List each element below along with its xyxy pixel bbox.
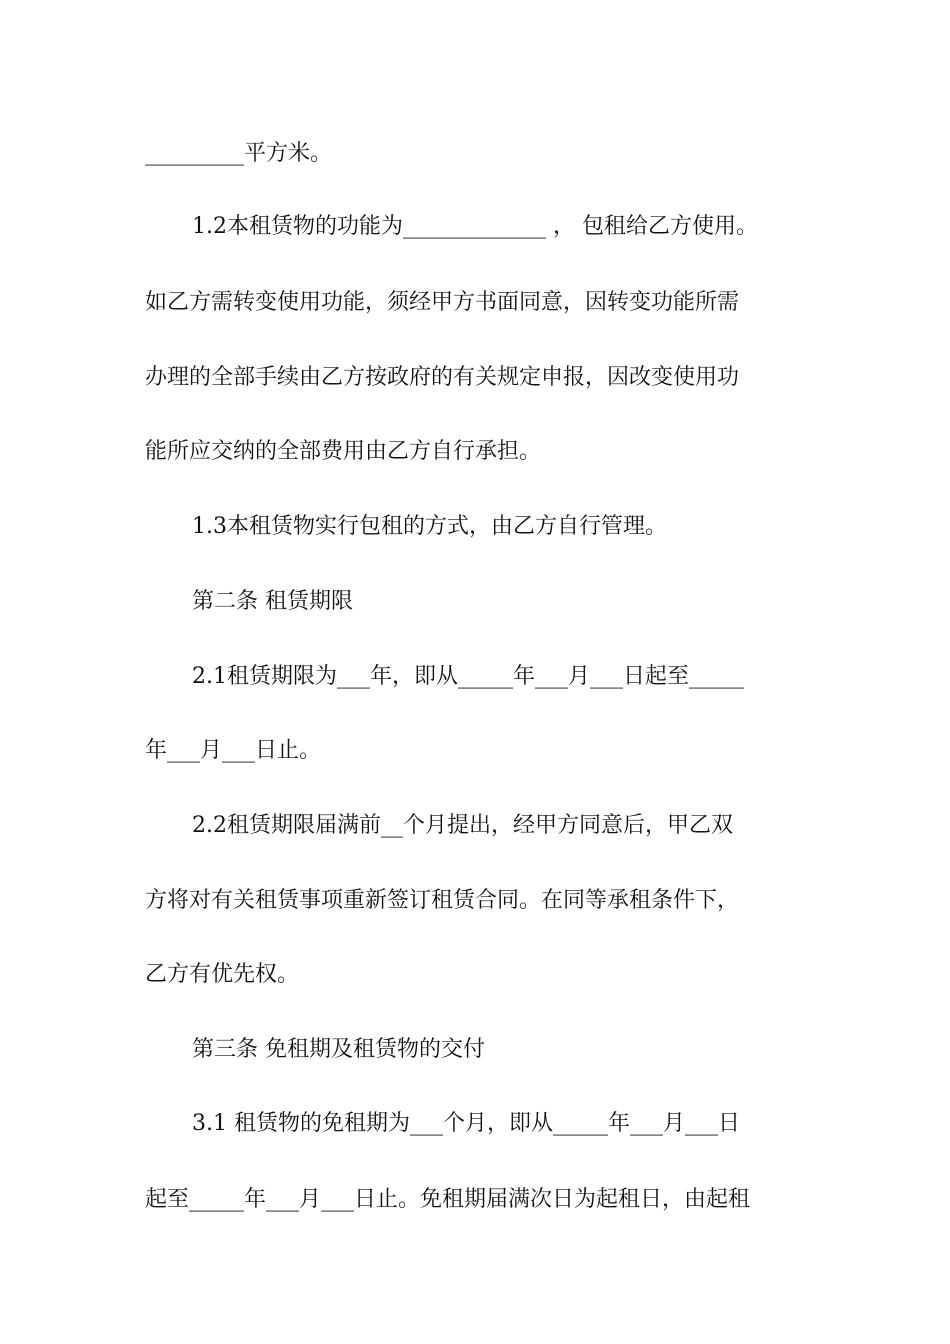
clause-1-3: 1.3本租赁物实行包租的方式，由乙方自行管理。 xyxy=(192,514,667,539)
clause-1-2-line-1: 1.2本租赁物的功能为_____________ ， 包租给乙方使用。 xyxy=(192,214,758,239)
clause-1-2-line-3: 办理的全部手续由乙方按政府的有关规定申报，因改变使用功 xyxy=(145,365,740,390)
article-3-heading: 第三条 免租期及租赁物的交付 xyxy=(192,1037,485,1062)
clause-1-2-line-2: 如乙方需转变使用功能，须经甲方书面同意，因转变功能所需 xyxy=(145,290,740,315)
clause-1-2-line-4: 能所应交纳的全部费用由乙方自行承担。 xyxy=(145,439,542,464)
clause-2-2-line-3: 乙方有优先权。 xyxy=(145,962,300,987)
clause-3-1-line-2: 起至_____年___月___日止。免租期届满次日为起租日，由起租 xyxy=(145,1187,751,1212)
text-line-area-unit: _________平方米。 xyxy=(145,141,333,166)
clause-2-1-line-1: 2.1租赁期限为___年，即从_____年___月___日起至_____ xyxy=(192,664,744,689)
clause-2-2-line-2: 方将对有关租赁事项重新签订租赁合同。在同等承租条件下， xyxy=(145,888,740,913)
clause-2-1-line-2: 年___月___日止。 xyxy=(145,738,322,763)
article-2-heading: 第二条 租赁期限 xyxy=(192,589,353,614)
clause-2-2-line-1: 2.2租赁期限届满前__个月提出，经甲方同意后，甲乙双 xyxy=(192,813,733,838)
clause-3-1-line-1: 3.1 租赁物的免租期为___个月，即从_____年___月___日 xyxy=(192,1111,740,1136)
